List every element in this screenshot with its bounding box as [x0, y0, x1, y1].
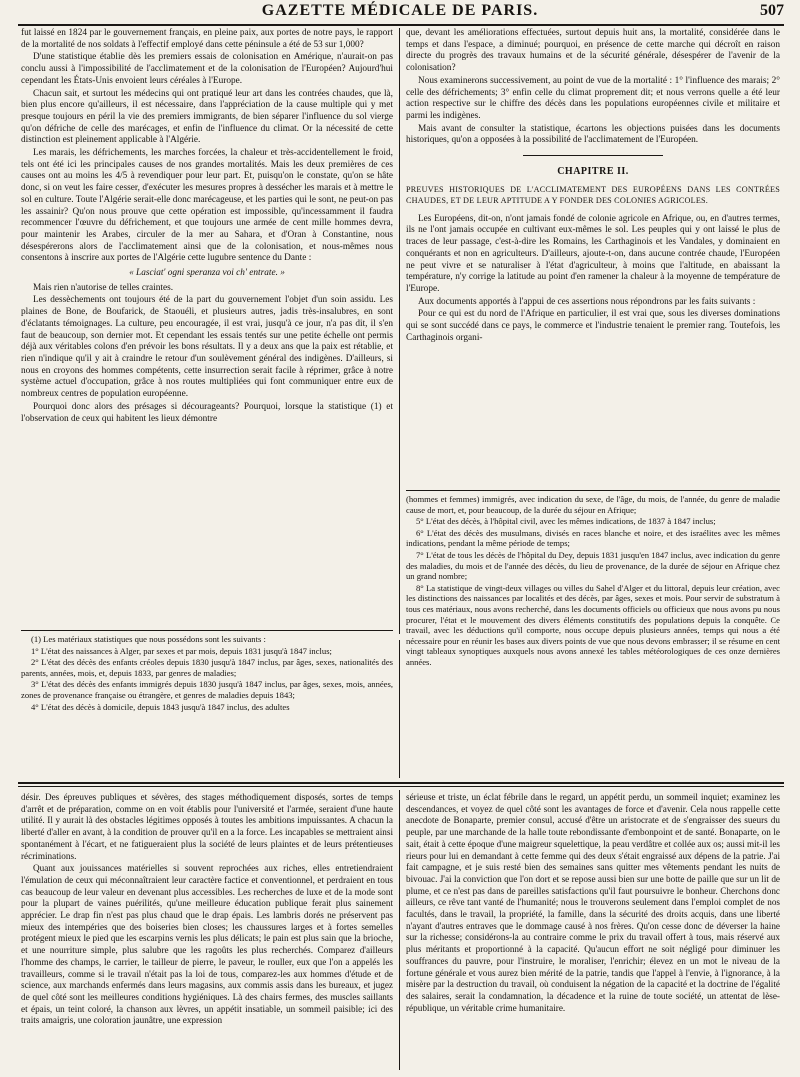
journal-title: GAZETTE MÉDICALE DE PARIS. [261, 2, 539, 19]
section-divider [18, 782, 784, 784]
dante-quote: « Lasciat' ogni speranza voi ch' entrate. » [129, 268, 285, 279]
chapter-rule [523, 155, 663, 156]
header-rule [18, 24, 784, 26]
paragraph: Mais rien n'autorise de telles craintes. [33, 282, 174, 293]
left-column-bottom [21, 792, 393, 1070]
column-separator-bottom [399, 790, 400, 1070]
paragraph: D'une statistique établie dès les premiers essais de colonisation en Amérique, n'aurait-on pas conclu aussi à l'impossibilité de l'acclimatement et de la colonisation de l'Européen? Aujourd'hui cependant les États-Unis envoient leurs céréales à l'Europe. [21, 52, 393, 86]
chapter-heading: CHAPITRE II. [557, 166, 629, 178]
paragraph: sérieuse et triste, un éclat fébrile dans le regard, un appétit perdu, un sommeil inquiet; examinez les descendances, et voyez de quel côté sont les avantages de force et d'avenir. Cela nous rappelle cette anecdote de Bonaparte, premier consul, accusé d'être un aristocrate et de s'engraisser des sueurs du peuple, par une marchande de la halle toute rebondissante d'embonpoint et de santé. Bonaparte, on le sait, était à cette époque d'une maigreur squelettique, la peau verdâtre et collée aux os; aussi mit-il les rieurs pour lui en demandant à cette femme qui des deux s'était engraissé aux dépens de la patrie. J'ai fait campagne, et je suis resté bien des semaines sans quitter mes vêtements pendant les nuits de bivouac. J'ai la conviction que l'on dort et se repose aussi bien sur une botte de paille que sur un lit de plume, et ce n'est pas dans de pareilles satisfactions qu'il faut poursuivre le bonheur. Cherchons donc ailleurs, ce rêve tant vanté de l'humanité; nous le trouverons seulement dans l'emploi complet de nos facultés, dans le travail, la propriété, la famille, dans la sécurité des droits acquis, dans une liberté n'ayant d'autres entraves que le dommage causé à nos frères. Qu'on cesse donc de déverser la haine sur la richesse; considérons-la au contraire comme le prix du travail offert à tous, mais réservé aux plus méritants et proportionné à la capacité. Qu'aucun effort ne soit négligé pour diminuer les souffrances du pauvre, pour l'instruire, le moraliser, l'enrichir; élevez en un mot le niveau de la fortune générale et vous aurez bien mérité de la patrie, tandis que l'appel à l'envie, à l'ignorance, à la misère par la destruction du travail, où conduisent la négation de la capacité et la doctrine de l'égalité des salaires, serait la condamnation, la décadence et la ruine de toute société, un attentat de lèse-république, un véritable crime humanitaire. [406, 792, 780, 1013]
footnote-item: 1° L'état des naissances à Alger, par sexes et par mois, depuis 1831 jusqu'à 1847 inclus; [31, 645, 332, 656]
paragraph: Nous examinerons successivement, au point de vue de la mortalité : 1° l'influence des marais; 2° celle des défrichements; 3° enfin celle du climat proprement dit; et nous verrons quelle a été leur action respective sur le chiffre des décès dans les populations européennes civile et militaire et parmi les indigènes. [406, 75, 780, 121]
footnote-item: 7° L'état de tous les décès de l'hôpital du Dey, depuis 1831 jusqu'en 1847 inclus, avec indication du genre des maladies, du mois et de l'année des décès, du lieu de provenance, de la durée de séjour en Afrique chez un grand nombre; [406, 549, 780, 582]
right-column-top [406, 28, 780, 488]
paragraph: Les dessèchements ont toujours été de la part du gouvernement l'objet d'un soin assidu. Les plaines de Bone, de Boufarick, de Staouéli, et plusieurs autres, jadis très-insalubres, en sont d'éclatants témoignages. La culture, peu encouragée, il est vrai, jusqu'à ce jour, n'a pas dit, il s'en faut de beaucoup, son dernier mot. Et cependant les essais tentés sur une petite échelle ont permis déjà aux véritables colons d'en prévoir les bons résultats. Il y a deux ans que la paix est rétablie, et rien n'indique qu'il y ait à craindre le retour d'un soulèvement général des indigènes. D'ailleurs, si nous en croyons des hommes compétents, cette insurrection serait facile à réprimer, grâce à notre système actuel d'occupation, grâce à nos routes multipliées qui font communiquer entre eux de nombreux centres de population européenne. [21, 295, 393, 400]
paragraph: Pourquoi donc alors des présages si décourageants? Pourquoi, lorsque la statistique (1) et l'observation de ceux qui habitent les lieux démontre [21, 401, 393, 424]
footnote-rule-right [406, 490, 780, 491]
footnote-left [21, 634, 393, 776]
paragraph: désir. Des épreuves publiques et sévères, des stages méthodiquement disposés, sortes de temps d'arrêt et de préparation, comme on en voit établis pour l'université et l'armée, seraient d'une haute utilité. Il y aurait là des obstacles légitimes opposés à toutes les ambitions impuissantes. A chacun la liberté d'aller en avant, à la condition de prouver qu'il en a la force. Les incapables se mettraient ainsi spontanément à l'écart, et ne fatigueraient plus la société de leurs plaintes et de leurs prétentieuses récriminations. [21, 792, 393, 861]
right-column-bottom [406, 792, 780, 1070]
footnote-item: (hommes et femmes) immigrés, avec indication du sexe, de l'âge, du mois, de l'année, du genre de maladie cause de mort, et, pour beaucoup, de la durée du séjour en Afrique; [406, 494, 780, 515]
paragraph: Mais avant de consulter la statistique, écartons les objections puisées dans les documents historiques, qu'on a opposées à la possibilité de l'acclimatement de l'Européen. [406, 123, 780, 146]
paragraph: Chacun sait, et surtout les médecins qui ont pratiqué leur art dans les contrées chaudes, que là, bien plus encore qu'ailleurs, il est nécessaire, dans l'appréciation de la cause multiple qui y met presque toujours en péril la vie des premiers immigrants, de bien séparer l'influence du sol vierge qu'on défriche de celle des marécages, et enfin de l'influence du climat. Or la nécessité de cette distinction est pleinement applicable à l'Algérie. [21, 88, 393, 146]
column-separator-footnote [399, 640, 400, 778]
paragraph: fut laissé en 1824 par le gouvernement français, en pleine paix, aux portes de notre pays, le rapport de la mortalité de nos soldats à l'effectif employé dans cette péninsule a été de 53 sur 1,000? [21, 28, 393, 50]
page-number: 507 [760, 2, 784, 19]
paragraph: Pour ce qui est du nord de l'Afrique en particulier, il est vrai que, sous les diverses dominations qui se sont succédé dans ce pays, le commerce et l'industrie tenaient le premier rang. Toutefois, les Carthaginois organi- [406, 309, 780, 343]
paragraph: Les Européens, dit-on, n'ont jamais fondé de colonie agricole en Afrique, ou, en d'autres termes, ils ne l'ont jamais occupée en cultivant eux-mêmes le sol. Les peuples qui y ont laissé le plus de traces de leur passage, c'est-à-dire les Romains, les Carthaginois et les Vandales, y dominaient en conquérants et non en agriculteurs. D'ailleurs, ajoute-t-on, dans aucune contrée chaude, l'Européen ne peut vivre et se naturaliser à l'état d'agriculteur, à moins que l'altitude, en abaissant la température, n'y corrige la latitude au point d'en ramener la chaleur à la moyenne de température de l'Europe. [406, 213, 780, 294]
footnote-rule-left [21, 630, 393, 631]
left-column-top [21, 28, 393, 628]
footnote-item: 4° L'état des décès à domicile, depuis 1843 jusqu'à 1847 inclus, des adultes [31, 701, 290, 712]
footnote-item: 2° L'état des décès des enfants créoles depuis 1830 jusqu'à 1847 inclus, par âges, sexes, nationalités des parents, années, mois, et, depuis 1833, par genres de maladies; [21, 657, 393, 678]
footnote-right [406, 494, 780, 780]
footnote-item: 8° La statistique de vingt-deux villages ou villes du Sahel d'Alger et du littoral, depuis leur création, avec les distinctions des naissances par localités et des décès, par âges, sexes et mois. Pour servir de substratum à tous ces matériaux, nous avons recherché, dans les documents officiels ou officieux que nous avons pu nous procurer, l'état et le mouvement des divers éléments constitutifs des populations depuis la conquête. Ce travail, avec les déductions qu'il comporte, nous occupe depuis plusieurs années, temps qui nous a été nécessaire pour en réunir les bases aux divers points de vue que nous devons embrasser; il se résume en cent vingt tableaux synoptiques auxquels nous avons annexé les tables météorologiques de ces onze dernières années. [406, 582, 780, 667]
paragraph: Quant aux jouissances matérielles si souvent reprochées aux riches, elles entretiendraient l'émulation de ceux qui méconnaîtraient leur caractère factice et conventionnel, et perdraient en tous cas beaucoup de leur valeur en devenant plus accessibles. Les recherches de luxe et de la mode sont pour la plupart de vaines puérilités, qu'une meilleure éducation publique ferait plus sainement apprécier. Le drap fin n'est pas plus chaud que le drap épais. Les lambris dorés ne préservent pas mieux des intempéries que des boiseries bien closes; les chaussures larges et à fortes semelles protégent mieux le pied que les escarpins vernis les plus délicats; le pain est plus sain que la brioche, et une nourriture simple, plus salubre que les ragoûts les plus recherchés. Comparez d'ailleurs l'homme des champs, le carrier, le tailleur de pierre, le paveur, le rouller, eux que l'on a appelés les travailleurs, comme si le travail n'était pas la loi de tous, comparez-les aux hommes d'étude et de science, aux marchands enfermés dans leurs magasins, aux commis assis dans les bureaux, et jugez de quel côté sont les meilleures conditions hygiéniques. Là des chairs fermes, des muscles saillants et épais, un teint coloré, la chanson aux lèvres, un appétit insatiable, un sommeil paisible; ici des traits amaigris, une coloration jaunâtre, une expression [21, 863, 393, 1026]
footnote-item: 3° L'état des décès des enfants immigrés depuis 1830 jusqu'à 1847 inclus, par âges, sexes, mois, années, zones de provenance française ou étrangère, et genres de maladies depuis 1843; [21, 679, 393, 700]
footnote-item: 5° L'état des décès, à l'hôpital civil, avec les mêmes indications, de 1837 à 1847 inclus; [416, 516, 716, 527]
footnote-item: (1) Les matériaux statistiques que nous possédons sont les suivants : [31, 634, 266, 644]
paragraph: Aux documents apportés à l'appui de ces assertions nous répondrons par les faits suivants : [418, 296, 756, 307]
page-header [0, 0, 800, 24]
paragraph: Les marais, les défrichements, les marches forcées, la chaleur et très-accidentellement le froid, tels ont été ici les principales causes de nos grandes mortalités. Mais les deux premières de ces causes ont au moins les 4/5 à revendiquer pour leur part. Et, puisqu'on le constate, qu'on se hâte donc, si on veut les faire cesser, d'exécuter les mesures propres à dessécher les marais et à mettre le sol en culture. Toute l'Algérie serait-elle donc marécageuse, et les parties qui le sont, ne peut-on pas les assainir? Qu'on nous prouve que cette opération est impossible, qu'incessamment il faudra recommencer l'œuvre du défrichement, et que toujours une armée de cent mille hommes devra, pour maintenir les Arabes, circuler de la mer au Sahara, et d'Oran à Constantine, nous désespérerons alors de l'acclimatement ainsi que de la colonisation, et nous-mêmes nous consentons à inscrire aux portes de l'Algérie cette lugubre sentence du Dante : [21, 148, 393, 264]
paragraph: que, devant les améliorations effectuées, surtout depuis huit ans, la mortalité, considérée dans le temps et dans l'espace, a diminué; pourquoi, en présence de cette marche qui décroît en raison directe du progrès des travaux humains et de la sécurité générale, désespérer de l'avenir de la colonisation? [406, 28, 780, 74]
footnote-item: 6° L'état des décès des musulmans, divisés en races blanche et noire, et des israélites avec les mêmes indications, pendant la même période de temps; [406, 527, 780, 549]
chapter-subtitle: PREUVES HISTORIQUES DE L'ACCLIMATEMENT DES EUROPÉENS DANS LES CONTRÉES CHAUDES, ET DE LEUR APTITUDE A Y FONDER DES COLONIES AGRICOLES. [406, 184, 780, 205]
column-separator-top [399, 28, 400, 634]
section-divider-thin [18, 786, 784, 787]
